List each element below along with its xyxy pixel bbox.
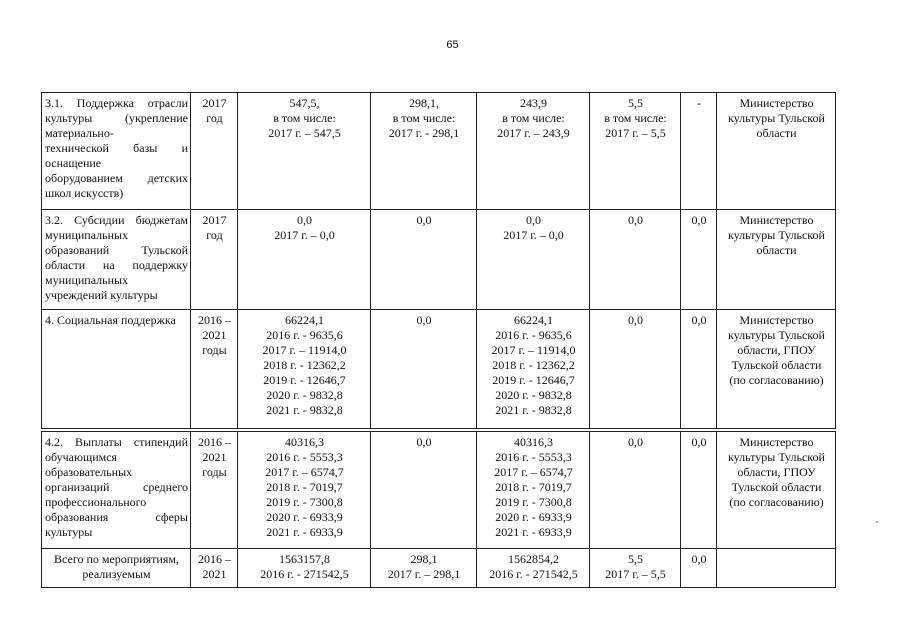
years-cell: 2017 год bbox=[191, 93, 238, 210]
executor-cell bbox=[717, 549, 836, 588]
federal-budget-cell: 298,1 2017 г. – 298,1 bbox=[371, 549, 477, 588]
total-cell: 1563157,8 2016 г. - 271542,5 bbox=[238, 549, 371, 588]
activity-name-cell: 4.2. Выплаты стипендий обучающимся образовательных организаций среднего профессионального образования сферы культуры bbox=[42, 432, 191, 549]
regional-budget-cell: 243,9 в том числе: 2017 г. – 243,9 bbox=[477, 93, 590, 210]
municipal-budget-cell: 5,5 2017 г. – 5,5 bbox=[590, 549, 681, 588]
years-cell: 2017 год bbox=[191, 210, 238, 310]
extrabudget-cell: 0,0 bbox=[681, 210, 717, 310]
extrabudget-cell: 0,0 bbox=[681, 549, 717, 588]
page-number: 65 bbox=[446, 39, 459, 51]
regional-budget-cell: 66224,1 2016 г. - 9635,6 2017 г. – 11914,0 2018 г. - 12362,2 2019 г. - 12646,7 2020 г. - 9832,8 2021 г. - 9832,8 bbox=[477, 310, 590, 429]
municipal-budget-cell: 0,0 bbox=[590, 432, 681, 549]
federal-budget-cell: 0,0 bbox=[371, 210, 477, 310]
total-cell: 40316,3 2016 г. - 5553,3 2017 г. – 6574,7 2018 г. - 7019,7 2019 г. - 7300,8 2020 г. - 6933,9 2021 г. - 6933,9 bbox=[238, 432, 371, 549]
total-cell: 0,0 2017 г. – 0,0 bbox=[238, 210, 371, 310]
total-cell: 66224,1 2016 г. - 9635,6 2017 г. – 11914,0 2018 г. - 12362,2 2019 г. - 12646,7 2020 г. - 9832,8 2021 г. - 9832,8 bbox=[238, 310, 371, 429]
activity-name-cell: Всего по мероприятиям, реализуемым bbox=[42, 549, 191, 588]
years-cell: 2016 – 2021 годы bbox=[191, 432, 238, 549]
table-row bbox=[42, 432, 836, 549]
extrabudget-cell: 0,0 bbox=[681, 310, 717, 429]
federal-budget-cell: 298,1, в том числе: 2017 г. - 298,1 bbox=[371, 93, 477, 210]
regional-budget-cell: 0,0 2017 г. – 0,0 bbox=[477, 210, 590, 310]
extrabudget-cell: 0,0 bbox=[681, 432, 717, 549]
federal-budget-cell: 0,0 bbox=[371, 432, 477, 549]
activity-name-cell: 3.1. Поддержка отрасли культуры (укрепление материально- технической базы и оснащение оборудованием детских школ искусств) bbox=[42, 93, 191, 210]
scan-speck bbox=[876, 521, 878, 523]
regional-budget-cell: 40316,3 2016 г. - 5553,3 2017 г. – 6574,7 2018 г. - 7019,7 2019 г. - 7300,8 2020 г. - 6933,9 2021 г. - 6933,9 bbox=[477, 432, 590, 549]
federal-budget-cell: 0,0 bbox=[371, 310, 477, 429]
municipal-budget-cell: 0,0 bbox=[590, 310, 681, 429]
activity-name-cell: 4. Социальная поддержка bbox=[42, 310, 191, 429]
executor-cell: Министерство культуры Тульской области bbox=[717, 93, 836, 210]
totals-row bbox=[42, 549, 836, 588]
executor-cell: Министерство культуры Тульской области, ГПОУ Тульской области (по согласованию) bbox=[717, 432, 836, 549]
activity-name-cell: 3.2. Субсидии бюджетам муниципальных образований Тульской области на поддержку муниципальных учреждений культуры bbox=[42, 210, 191, 310]
table-row bbox=[42, 310, 836, 429]
executor-cell: Министерство культуры Тульской области, ГПОУ Тульской области (по согласованию) bbox=[717, 310, 836, 429]
table-row bbox=[42, 210, 836, 310]
extrabudget-cell: - bbox=[681, 93, 717, 210]
regional-budget-cell: 1562854,2 2016 г. - 271542,5 bbox=[477, 549, 590, 588]
total-cell: 547,5, в том числе: 2017 г. – 547,5 bbox=[238, 93, 371, 210]
municipal-budget-cell: 5,5 в том числе: 2017 г. – 5,5 bbox=[590, 93, 681, 210]
table-row bbox=[42, 93, 836, 210]
years-cell: 2016 – 2021 bbox=[191, 549, 238, 588]
years-cell: 2016 – 2021 годы bbox=[191, 310, 238, 429]
budget-table bbox=[41, 92, 836, 588]
municipal-budget-cell: 0,0 bbox=[590, 210, 681, 310]
executor-cell: Министерство культуры Тульской области bbox=[717, 210, 836, 310]
